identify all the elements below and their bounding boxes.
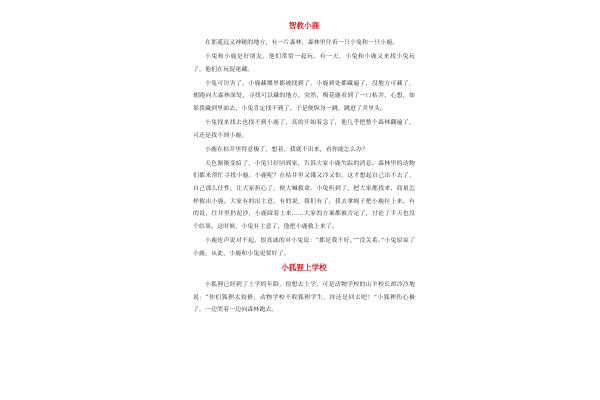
story1-paragraph-7: 小鹿连声说对不起，很真诚的对小兔说：“都是我不好。”“没关系。”小兔原谅了小鹿。从此，小鹿和小兔更要好了。: [193, 237, 415, 257]
story1-paragraph-1: 在那遥远又神秘的地方，有一片森林，森林里住着一只小兔和一只小鹿。: [205, 40, 399, 46]
document-content: [193, 20, 415, 318]
story1-paragraph-6: 天色渐渐变暗了，小兔只好回到家，告诉大家小鹿失踪的消息。森林里的动物们都来帮忙寻找小鹿。小鹿呢？在枯井里又饿又冷又怕，这才想起自己出不去了，自己那么任性，让大家担心了，便大喊救命。小兔听到了，把大家都找来，商量怎样救出小鹿。大家有的出主意，有的说，我们有了，我去拿绳子把小鹿拉上来。有的说，往井里扔泥沙，小鹿踩着上来……大家的方案都被否定了，讨论了半天也没个结果。这时候，小兔有主意了，他把小鹿救上来了。: [193, 160, 415, 230]
story2-paragraph-1: 小狐狸已经到了上学的年龄，很想去上学，可是动物学校的山羊校长却冷冷地说：“你们狐狸太狡猾，动物学校不收狐狸学生，你还是回去吧！”小狐狸伤心极了，一边哭着一边向森林跑去。: [193, 282, 415, 314]
story-title-2: 小狐狸上学校: [281, 263, 327, 273]
story-title-1: 智救小鹿: [288, 21, 320, 30]
story1-paragraph-4: 小兔找来找去也找不到小鹿了，真的开始着急了，他几乎把整个森林翻遍了，可还是找不到小鹿。: [193, 120, 415, 139]
story1-paragraph-2: 小兔和小鹿是好朋友，他们常常一起玩。有一天，小兔和小鹿又来找小兔玩了，他们在玩捉迷藏。: [193, 54, 415, 73]
story1-paragraph-3: 小兔可厉害了，小鹿藏哪里都被找到了，小鹿到处都藏遍了，没地方可藏了，便跑向大森林深处，寻找可以藏的地方。突然，梅花鹿看到了一口枯井，心想，如果我藏到里面去，小兔肯定找不到了。于是便纵身一跳，跳进了井里头。: [193, 80, 415, 112]
story1-paragraph-5: 小鹿在枯井里得意极了，想着，我就不出来，看你能怎么办？: [205, 146, 369, 153]
